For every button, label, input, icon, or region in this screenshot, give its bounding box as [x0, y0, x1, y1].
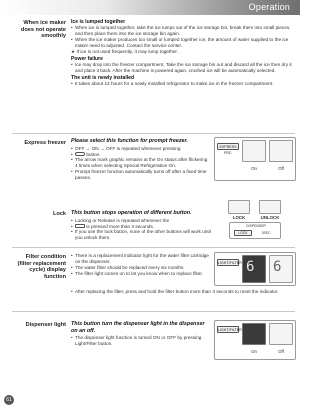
filter-item: • The filter light comes on to let you know when to replace filter.	[71, 271, 211, 277]
filter-item: • After replacing the filter, press and hold the filter button more than 3 seconds to reset the indicator.	[71, 289, 295, 295]
filter-body-wide	[71, 289, 295, 295]
filter-heading: Filter condition (filter replacement cycle) display function	[17, 254, 66, 280]
off-label: Off	[278, 166, 284, 171]
ice-lumped-item: • When ice is lumped together, take the ice lumps out of the ice storage bin, break them into small pieces, and then place them into the ice storage bin again.	[71, 25, 295, 37]
lock-label: LOCK	[232, 215, 246, 220]
ice-maker-body	[71, 19, 295, 87]
dispenser-light-item: • The dispenser light function is turned ON or OFF by pressing Light/Filter button.	[71, 335, 211, 347]
power-failure-item: • Ice may drop into the freezer compartment. Take the ice storage bin out and discard all the ice then dry it and place it back. After the machine is powered again, crushed ice will be automatically selected.	[71, 62, 295, 74]
filter-body	[71, 253, 211, 277]
lock-item: • is pressed more than 3 seconds.	[71, 224, 211, 230]
lock-button[interactable]: LOCK	[234, 230, 252, 236]
filter-item: • There is a replacement indicator light for the water filter cartridge on the dispenser.	[71, 253, 211, 265]
express-freezer-panel	[214, 137, 296, 181]
power-failure-title: Power failure	[71, 55, 103, 62]
dispenser-light-heading: Dispenser light	[25, 322, 66, 328]
dispenser-label: DISPENSER	[246, 224, 266, 228]
section-divider	[12, 247, 295, 248]
page-title: Operation	[248, 2, 290, 12]
lock-display	[228, 200, 250, 214]
lock-button-icon	[75, 224, 85, 228]
button-icon	[75, 152, 85, 156]
ice-lumped-note: ★ If ice is not used frequently, it may lump together.	[71, 48, 179, 54]
unlock-label: UNLOCK	[260, 215, 280, 220]
ice-maker-heading: When ice maker does not operate smoothly	[20, 20, 66, 40]
button-suffix: button.	[86, 151, 101, 157]
dispenser-light-body	[71, 321, 211, 347]
express-freezer-item: • The arrow mark graphic remains at the On status after flickering 4 times when selecting Special Refrigeration On.	[71, 157, 211, 169]
dispenser-light-lead: This button turn the dispenser light in the dispenser on an off.	[71, 321, 205, 334]
dispenser-display-off	[269, 323, 293, 345]
filter-panel	[214, 252, 296, 286]
lock-item: • If you use the lock button, none of the other buttons will work until you unlock them.	[71, 229, 211, 241]
filter-reading-right: 6	[273, 259, 282, 275]
dispenser-light-button[interactable]: LIGHT/FILTER	[218, 328, 242, 332]
off-label: Off	[278, 349, 284, 354]
ice-lumped-title: Ice is lumped together	[71, 19, 126, 25]
filter-item: • The water filter should be replaced every six months.	[71, 265, 211, 271]
lock-item: • Locking or Release is repeated whenever the	[71, 218, 211, 224]
express-freezer-item: • OFF → ON → OFF is repeated whenever pressing	[71, 146, 211, 152]
ice-lumped-item: • When the ice maker produces too small or lumped together ice, the amount of water supplied to the ice maker need to adjusted. Contact the service center.	[71, 37, 295, 49]
lock-body	[71, 210, 211, 241]
dispenser-panel	[229, 222, 281, 239]
on-label: On	[251, 349, 257, 354]
express-freezer-item: • Prompt freezer function automatically turns off after a fixed time passes.	[71, 169, 211, 181]
page-header	[0, 0, 300, 15]
lock-heading: Lock	[52, 211, 66, 217]
filter-display-left	[242, 255, 266, 283]
new-install-item: • It takes about 12 hours for a newly installed refrigerator to make ice in the freezer compartment.	[71, 81, 295, 87]
express-freezer-heading: Express freezer	[24, 140, 66, 146]
lock-lead: This button stops operation of different button.	[71, 210, 192, 216]
filter-reading-left: 6	[246, 259, 255, 275]
dispenser-light-panel	[214, 320, 296, 360]
express-display-on	[242, 140, 266, 162]
dispenser-display-on	[242, 323, 266, 345]
page-number: 61	[4, 395, 14, 405]
section-divider	[12, 311, 295, 312]
three-sec-label: 3SEC	[261, 231, 271, 235]
on-label: On	[251, 166, 257, 171]
light-filter-button[interactable]: LIGHT/FILTER	[218, 261, 242, 265]
new-install-title: The unit is newly installed	[71, 74, 135, 81]
express-freezer-body	[71, 138, 211, 181]
filter-display-right	[269, 255, 293, 283]
express-freezer-lead: Please select this function for prompt freezer.	[71, 138, 188, 144]
section-divider	[12, 133, 295, 134]
express-display-off	[269, 140, 293, 162]
unlock-display	[259, 200, 281, 214]
express-frz-button[interactable]: EXPRESS FRZ.	[217, 143, 239, 150]
